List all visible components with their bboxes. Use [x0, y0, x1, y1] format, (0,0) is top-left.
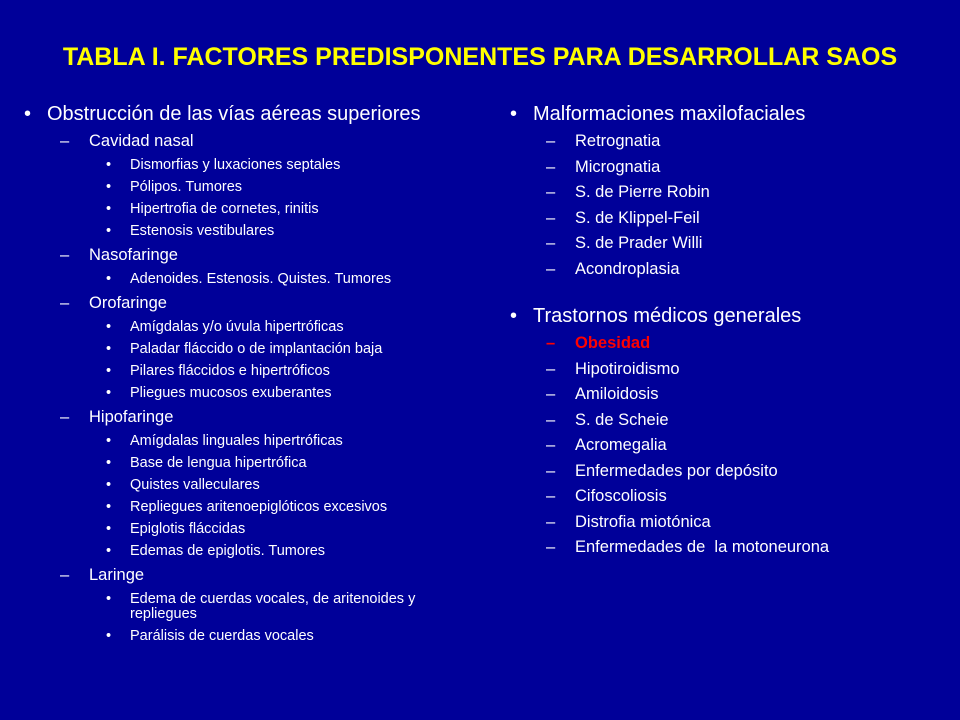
dash-icon: – — [546, 259, 556, 278]
dash-icon: – — [546, 385, 556, 403]
list-item: • Adenoides. Estenosis. Quistes. Tumores — [106, 271, 392, 287]
section-heading-trastornos: • Trastornos médicos generales — [510, 305, 802, 327]
list-item: • Pliegues mucosos exuberantes — [106, 385, 332, 401]
bullet-icon: • — [106, 455, 112, 471]
bullet-icon: • — [106, 628, 112, 644]
list-item: – S. de Scheie — [546, 410, 948, 432]
bullet-icon: • — [106, 363, 112, 379]
list-item: • Hipertrofia de cornetes, rinitis — [106, 201, 319, 217]
slide-title: TABLA I. FACTORES PREDISPONENTES PARA DESARROLLAR SAOS — [62, 43, 898, 71]
list-item: • Epiglotis fláccidas — [106, 521, 246, 537]
list-item: • Parálisis de cuerdas vocales — [106, 628, 314, 644]
left-column — [22, 104, 477, 644]
list-item: – Enfermedades de la motoneurona — [546, 537, 948, 559]
dash-icon: – — [546, 410, 556, 429]
bullet-icon: • — [106, 319, 112, 335]
list-item: • Estenosis vestibulares — [106, 223, 275, 239]
left-heading: Obstrucción de las vías aéreas superiores — [47, 103, 421, 125]
dash-icon: – — [60, 566, 70, 584]
bullet-icon: • — [510, 305, 518, 327]
bullet-icon: • — [106, 477, 112, 493]
dash-icon: – — [546, 208, 556, 227]
group-hipofaringe: – Hipofaringe — [60, 408, 174, 426]
list-item: – Enfermedades por depósito — [546, 461, 948, 483]
group-laringe: – Laringe — [60, 566, 145, 584]
group-orofaringe: – Orofaringe — [60, 294, 167, 312]
dash-icon: – — [546, 487, 556, 505]
section-heading-malformaciones: • Malformaciones maxilofaciales — [510, 103, 806, 125]
list-item: – Amiloidosis — [546, 384, 948, 406]
list-item: • Pólipos. Tumores — [106, 179, 243, 195]
list-item: – S. de Pierre Robin — [546, 182, 948, 204]
list-item: • Quistes valleculares — [106, 477, 260, 493]
bullet-icon: • — [106, 179, 112, 195]
list-item: • Amígdalas y/o úvula hipertróficas — [106, 319, 344, 335]
group-cavidad-nasal: – Cavidad nasal — [60, 132, 194, 150]
dash-icon: – — [546, 538, 556, 556]
list-item: – Acondroplasia — [546, 259, 948, 281]
bullet-icon: • — [106, 341, 112, 357]
bullet-icon: • — [106, 201, 112, 217]
bullet-icon: • — [106, 385, 112, 401]
list-item: • Repliegues aritenoepiglóticos excesivos — [106, 499, 388, 515]
list-item: • Amígdalas linguales hipertróficas — [106, 433, 343, 449]
dash-icon: – — [546, 359, 556, 378]
left-heading-item — [22, 104, 477, 125]
dash-icon: – — [546, 234, 556, 252]
bullet-icon: • — [106, 521, 112, 537]
list-item: • Base de lengua hipertrófica — [106, 455, 307, 471]
dash-icon: – — [546, 461, 556, 480]
list-item: – Hipotiroidismo — [546, 359, 948, 381]
group-nasofaringe: – Nasofaringe — [60, 246, 178, 264]
list-item: – Distrofia miotónica — [546, 512, 948, 534]
list-item: – Cifoscoliosis — [546, 486, 948, 508]
bullet-icon: • — [510, 103, 518, 125]
list-item: • Edemas de epiglotis. Tumores — [106, 543, 326, 559]
dash-icon: – — [60, 132, 70, 150]
list-item: • Pilares fláccidos e hipertróficos — [106, 363, 330, 379]
dash-icon: – — [546, 157, 556, 176]
right-column — [508, 104, 948, 559]
bullet-icon: • — [106, 543, 112, 559]
bullet-icon: • — [106, 591, 112, 607]
dash-icon: – — [546, 334, 556, 352]
dash-icon: – — [546, 512, 556, 531]
dash-icon: – — [60, 246, 70, 264]
bullet-icon: • — [24, 103, 32, 125]
dash-icon: – — [546, 436, 556, 454]
bullet-icon: • — [106, 499, 112, 515]
list-item: – Retrognatia — [546, 131, 948, 153]
list-item-highlighted: – Obesidad — [546, 333, 948, 355]
list-item: • Paladar fláccido o de implantación baja — [106, 341, 383, 357]
bullet-icon: • — [106, 271, 112, 287]
list-item: – S. de Prader Willi — [546, 233, 948, 255]
bullet-icon: • — [106, 223, 112, 239]
list-item: – Acromegalia — [546, 435, 948, 457]
list-item: – S. de Klippel-Feil — [546, 208, 948, 230]
bullet-icon: • — [106, 157, 112, 173]
list-item: • Edema de cuerdas vocales, de aritenoides y repliegues — [106, 591, 416, 622]
list-item: – Micrognatia — [546, 157, 948, 179]
dash-icon: – — [60, 408, 70, 426]
bullet-icon: • — [106, 433, 112, 449]
dash-icon: – — [60, 294, 70, 312]
dash-icon: – — [546, 132, 556, 150]
list-item: • Dismorfias y luxaciones septales — [106, 157, 341, 173]
dash-icon: – — [546, 183, 556, 201]
